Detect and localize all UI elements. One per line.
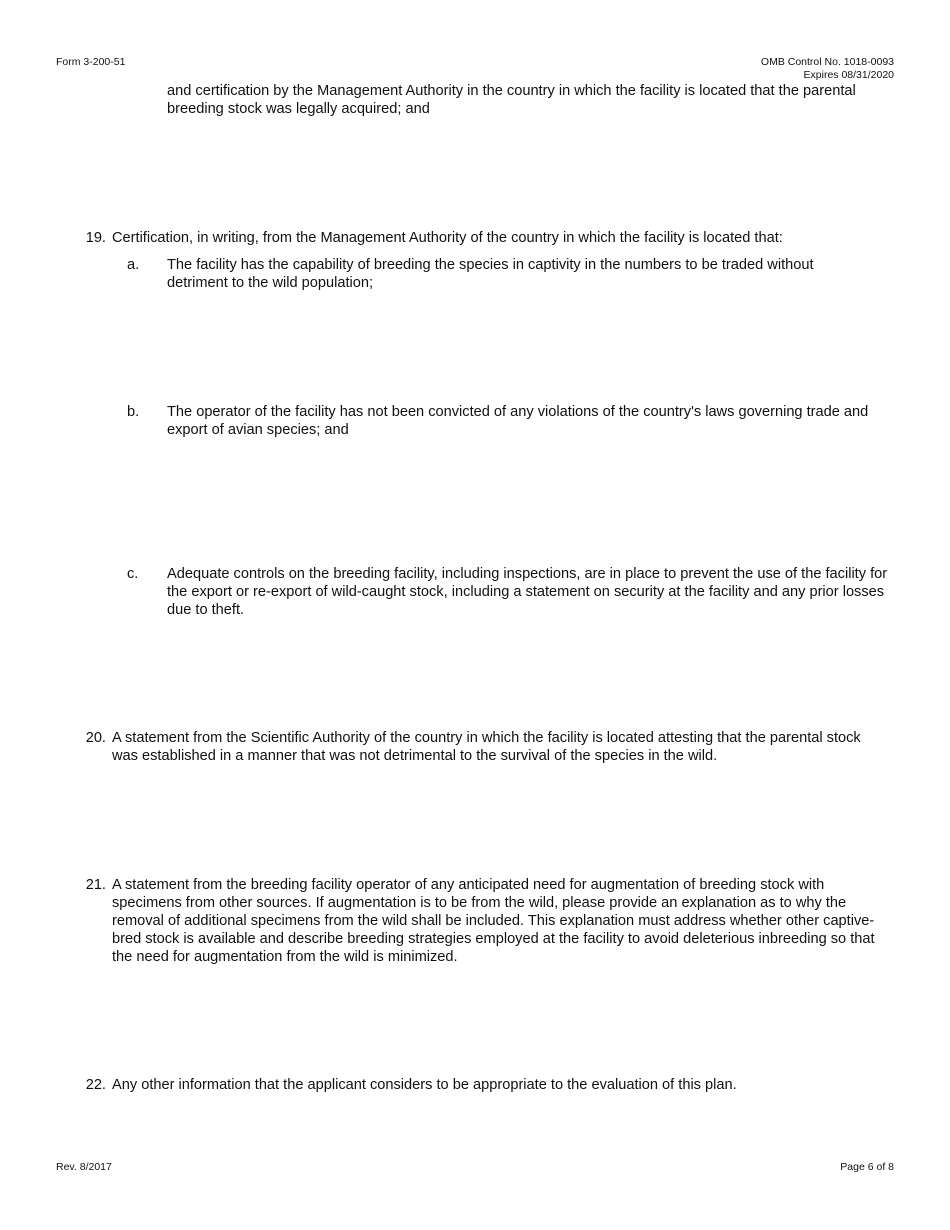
omb-control-number: OMB Control No. 1018-0093 xyxy=(760,56,894,68)
item-19b-letter: b. xyxy=(127,404,140,420)
item-19b-text: The operator of the facility has not been convicted of any violations of the country's laws governing trade and export of avian species; and xyxy=(167,404,869,438)
item-20-number: 20. xyxy=(85,730,106,746)
continuation-text: and certification by the Management Authority in the country in which the facility is located that the parental breeding stock was legally acquired; and xyxy=(167,83,856,117)
item-19-number: 19. xyxy=(85,230,106,246)
item-19-text: Certification, in writing, from the Management Authority of the country in which the facility is located that: xyxy=(112,230,783,246)
item-22-text: Any other information that the applicant considers to be appropriate to the evaluation of this plan. xyxy=(112,1077,737,1093)
item-19a-text: The facility has the capability of breeding the species in captivity in the numbers to be traded without detriment to the wild population; xyxy=(167,257,814,291)
item-19a-letter: a. xyxy=(127,257,140,273)
item-21-text: A statement from the breeding facility operator of any anticipated need for augmentation of breeding stock with specimens from other sources. If augmentation is to be from the wild, please provide an explanation as to why the removal of additional specimens from the wild shall be included. This explanation must address whether other captive-bred stock is available and describe breeding strategies employed at the facility to avoid deleterious inbreeding so that the need for augmentation from the wild is minimized. xyxy=(112,877,875,965)
item-20-text: A statement from the Scientific Authority of the country in which the facility is located attesting that the parental stock was established in a manner that was not detrimental to the survival of the species in the wild. xyxy=(112,730,861,764)
expiration-date: Expires 08/31/2020 xyxy=(803,69,894,81)
item-21-number: 21. xyxy=(85,877,106,893)
revision-date: Rev. 8/2017 xyxy=(56,1161,112,1173)
item-22-number: 22. xyxy=(85,1077,106,1093)
page-number: Page 6 of 8 xyxy=(840,1161,894,1173)
form-number: Form 3-200-51 xyxy=(56,56,126,68)
item-19c-text: Adequate controls on the breeding facility, including inspections, are in place to prevent the use of the facility for the export or re-export of wild-caught stock, including a statement on security at the facility and any prior losses due to theft. xyxy=(167,566,888,618)
item-19c-letter: c. xyxy=(127,566,139,582)
